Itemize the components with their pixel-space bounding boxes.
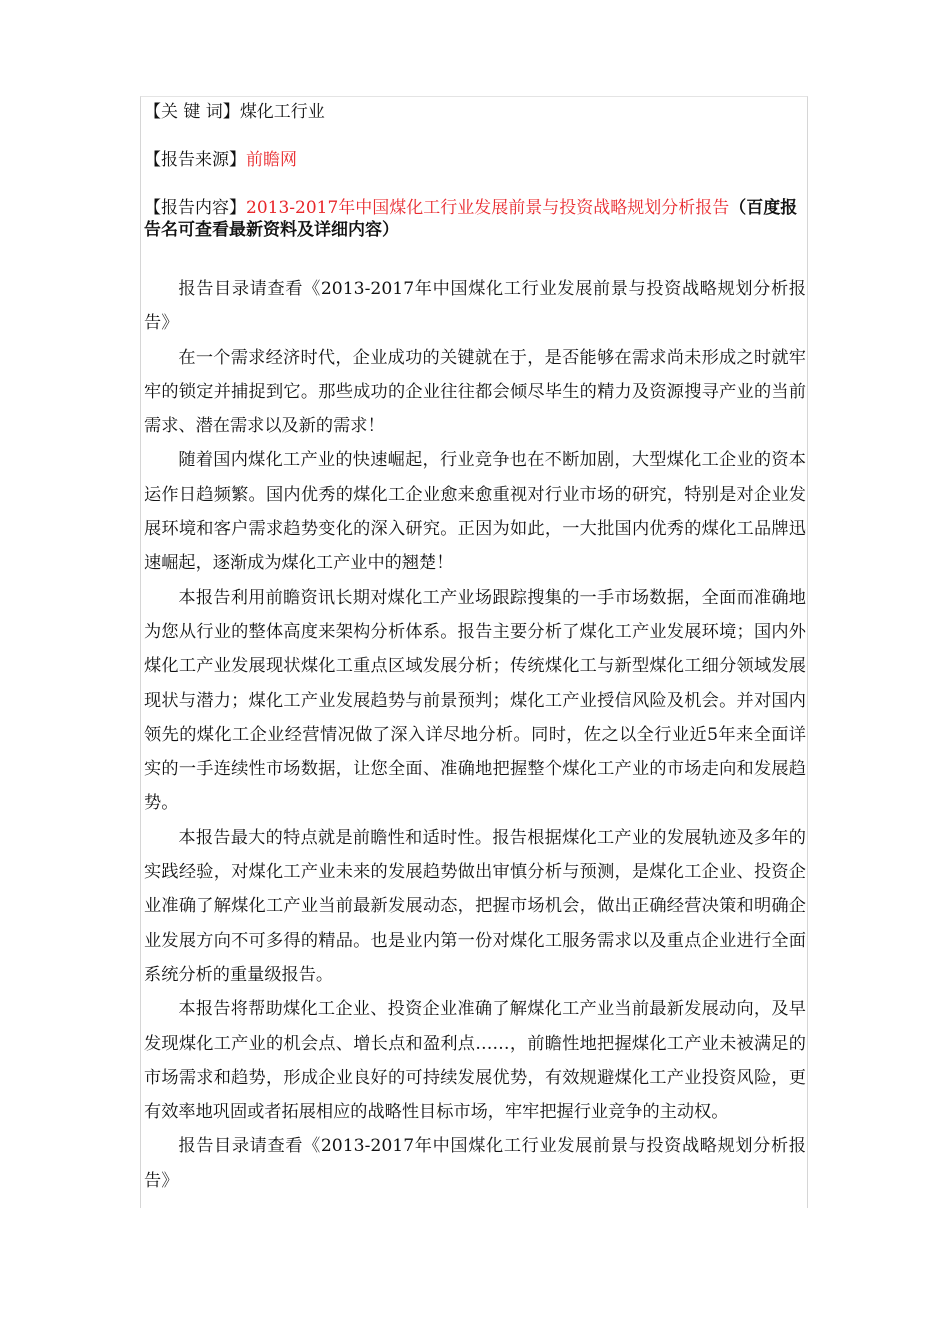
source-line: [144, 149, 297, 171]
source-link[interactable]: 前瞻网: [246, 150, 297, 170]
report-body: [144, 272, 806, 1198]
report-note: （百度报告名可查看最新资料及详细内容）: [144, 198, 798, 240]
paragraph: 本报告将帮助煤化工企业、投资企业准确了解煤化工产业当前最新发展动向，及早发现煤化工产业的机会点、增长点和盈利点……，前瞻性地把握煤化工产业未被满足的市场需求和趋势，形成企业良好的可持续发展优势，有效规避煤化工产业投资风险，更有效率地巩固或者拓展相应的战略性目标市场，牢牢把握行业竞争的主动权。: [144, 999, 806, 1123]
keywords-value: 煤化工行业: [239, 102, 325, 122]
content-label: 【报告内容】: [144, 198, 246, 218]
source-label: 【报告来源】: [144, 150, 246, 170]
paragraph: 报告目录请查看《2013-2017年中国煤化工行业发展前景与投资战略规划分析报告》: [144, 1136, 806, 1191]
report-content-line: [144, 197, 804, 241]
keywords-line: [144, 101, 325, 123]
paragraph: 本报告利用前瞻资讯长期对煤化工产业场跟踪搜集的一手市场数据，全面而准确地为您从行业的整体高度来架构分析体系。报告主要分析了煤化工产业发展环境；国内外煤化工产业发展现状煤化工重点区域发展分析；传统煤化工与新型煤化工细分领域发展现状与潜力；煤化工产业发展趋势与前景预判；煤化工产业授信风险及机会。并对国内领先的煤化工企业经营情况做了深入详尽地分析。同时，佐之以全行业近5年来全面详实的一手连续性市场数据，让您全面、准确地把握整个煤化工产业的市场走向和发展趋势。: [144, 587, 806, 814]
paragraph: 在一个需求经济时代，企业成功的关键就在于，是否能够在需求尚未形成之时就牢牢的锁定并捕捉到它。那些成功的企业往往都会倾尽毕生的精力及资源搜寻产业的当前需求、潜在需求以及新的需求！: [144, 347, 806, 437]
paragraph: 报告目录请查看《2013-2017年中国煤化工行业发展前景与投资战略规划分析报告》: [144, 279, 806, 334]
paragraph: 随着国内煤化工产业的快速崛起，行业竞争也在不断加剧，大型煤化工企业的资本运作日趋频繁。国内优秀的煤化工企业愈来愈重视对行业市场的研究，特别是对企业发展环境和客户需求趋势变化的深入研究。正因为如此，一大批国内优秀的煤化工品牌迅速崛起，逐渐成为煤化工产业中的翘楚！: [144, 450, 806, 574]
keywords-label: 【关 键 词】: [144, 102, 240, 122]
report-title-link[interactable]: 2013-2017年中国煤化工行业发展前景与投资战略规划分析报告: [246, 198, 730, 218]
paragraph: 本报告最大的特点就是前瞻性和适时性。报告根据煤化工产业的发展轨迹及多年的实践经验，对煤化工产业未来的发展趋势做出审慎分析与预测，是煤化工企业、投资企业准确了解煤化工产业当前最新发展动态，把握市场机会，做出正确经营决策和明确企业发展方向不可多得的精品。也是业内第一份对煤化工服务需求以及重点企业进行全面系统分析的重量级报告。: [144, 827, 806, 985]
